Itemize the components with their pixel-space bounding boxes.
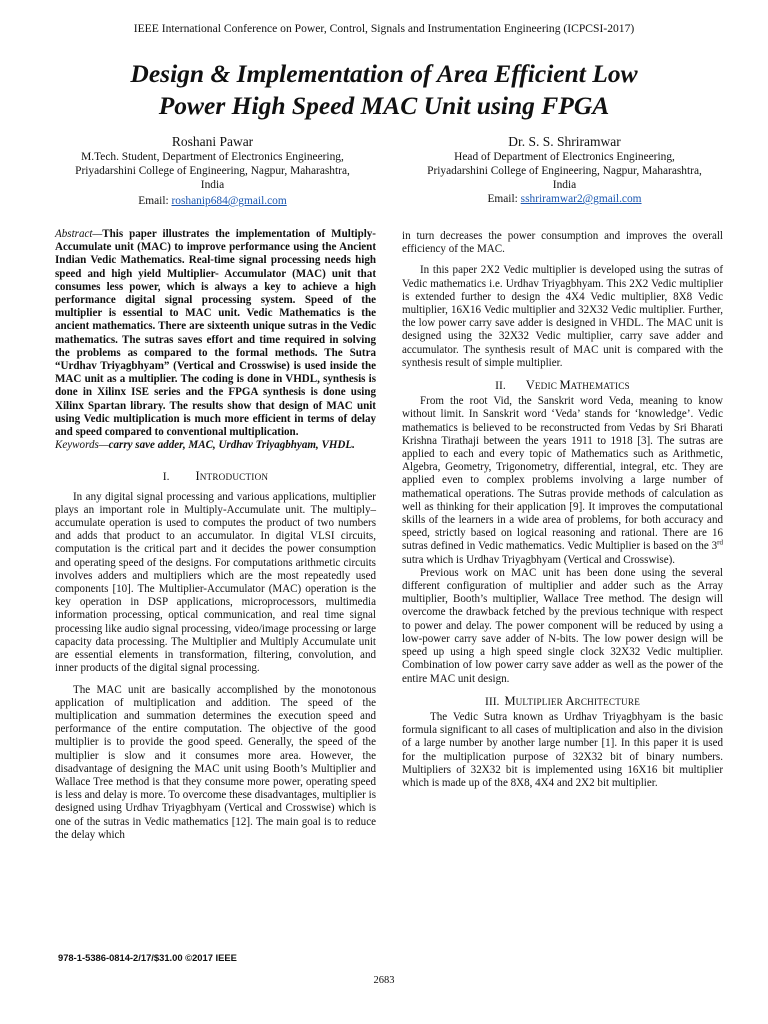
conference-header: IEEE International Conference on Power, Control, Signals and Instrumentation Engineering (ICPCSI-2017) [133, 22, 635, 35]
section-number: II. [495, 379, 506, 393]
copyright-footer: 978-1-5386-0814-2/17/$31.00 ©2017 IEEE [58, 952, 237, 963]
superscript: rd [717, 538, 723, 547]
paragraph: In this paper 2X2 Vedic multiplier is developed using the sutras of Vedic mathematics i.e. Urdhav Triyagbhyam. This 2X2 Vedic multiplier is extended further to design the 4X4 Vedic multiplier, 8X8 Vedic multiplier, 16X16 Vedic multiplier and 32X32 Vedic multiplier. Further, the low power carry save adder is designed in VHDL. The MAC unit is designed using the 32X32 Vedic multiplier, carry save adder and accumulator. The synthesis result of MAC unit is compared with the synthesis result of simple multiplier. [402, 264, 723, 369]
paragraph-text: sutra which is Urdhav Triyagbhyam (Vertical and Crosswise). [402, 553, 676, 566]
section-title-rest: EDIC [534, 381, 560, 392]
title-line-2: Power High Speed MAC Unit using FPGA [158, 91, 610, 120]
author-country: India [200, 179, 225, 191]
author-name: Dr. S. S. Shriramwar [508, 134, 621, 149]
right-column [402, 230, 723, 790]
paragraph-text: From the root Vid, the Sanskrit word Veda, meaning to know without limit. In Sanskrit word ‘Veda’ stands for ‘knowledge’. Vedic mathematics is believed to be reconstructed from Vedas by Sri Bharati Krishna Tirathaji between the years 1911 to 1918 [3]. The sutras are applied to each and every topic of Mathematics such as Arithmetic, Algebra, Geometry, Trigonometry, differential, integral, etc. They are applied even to complex problems involving a large number of mathematical operations. The Sutras provide methods of calculation as well as thinking for their application [9]. It improves the computational skills of the learners in a wide area of problems, for both accuracy and speed, strictly based on logical reasoning and rational. There are 16 sutras defined in Vedic mathematics. Vedic Multiplier is based on the 3 [402, 395, 723, 553]
paper-title [40, 58, 728, 122]
abstract [55, 228, 376, 439]
author-affiliation: M.Tech. Student, Department of Electronics Engineering, [81, 151, 344, 163]
author-email-line [392, 192, 737, 206]
author-email-link[interactable]: sshriramwar2@gmail.com [520, 193, 642, 205]
author-email-link[interactable]: roshanip684@gmail.com [171, 195, 287, 207]
section-heading-introduction [55, 470, 376, 484]
section-number: I. [162, 470, 170, 484]
section-title-rest: RCHITECTURE [574, 696, 641, 707]
keywords-text: carry save adder, MAC, Urdhav Triyagbhyam, VHDL. [108, 439, 355, 452]
section-title-rest: ULTIPLIER [515, 696, 566, 707]
author-country: India [552, 179, 577, 191]
section-initial: V [525, 378, 535, 393]
section-initial: A [565, 693, 575, 708]
email-label: Email: [487, 193, 521, 205]
author-affiliation: Priyadarshini College of Engineering, Nagpur, Maharashtra, [75, 165, 350, 177]
title-line-1: Design & Implementation of Area Efficient Low [130, 59, 638, 88]
keywords [55, 439, 376, 452]
author-affiliation: Priyadarshini College of Engineering, Nagpur, Maharashtra, [427, 165, 702, 177]
section-title-rest: ATHEMATICS [570, 381, 630, 392]
email-label: Email: [138, 195, 172, 207]
author-affiliation: Head of Department of Electronics Engineering, [454, 151, 675, 163]
paragraph: The MAC unit are basically accomplished by the monotonous application of multiplication and addition. The speed of the multiplication and summation determines the execution speed and performance of the entire computation. The objective of the good multiplier is to provide the good speed. Generally, the speed of the multiplier is slow and it consumes more area. However, the disadvantage of designing the MAC unit using Booth’s Multiplier and Wallace Tree method is that they consume more power, operating speed is less and delay is more. To overcome these disadvantages, multiplier is designed using Urdhav Triyagbhyam (Vertical and Crosswise) which is one of the sutras in Vedic mathematics [12]. The main goal is to reduce the delay which [55, 683, 376, 841]
paragraph: In any digital signal processing and various applications, multiplier plays an important role in Multiply-Accumulate unit. The multiply–accumulate operation is used to computes the product of two numbers and adds that product to an accumulator. In digital VLSI circuits, computation is the critical part and it decides the power consumption and operating speed of the designs. For computations arithmetic circuits involves adders and multipliers which are the most repeatedly used components [10]. The Multiplier-Accumulator (MAC) operation is the key operation in DSP applications, microprocessors, multimedia information processing, optical communication, and real time signal processing like audio signal processing, video/image processing or large capacity data processing. The Multiplier and Multiply Accumulate unit are essential elements in transformation, filtering, convolution, and inner products of the digital signal processing. [55, 490, 376, 675]
paragraph-continued: in turn decreases the power consumption and improves the overall efficiency of the MAC. [402, 230, 723, 256]
section-initial: I [195, 469, 200, 484]
author-email-line [40, 194, 385, 208]
paragraph: Previous work on MAC unit has been done using the several different configuration of multiplier and adder such as the Array multiplier, Booth’s multiplier, Wallace Tree method. The design will overcome the drawback fetched by the previous technique with respect to power and delay. The power component will be reduced by using a low-power carry save adder of N-bits. The low power design will be speed up using a high speed single clock 32X32 Vedic multiplier. Combination of low power carry save adder as well as the power of the entire MAC unit design. [402, 566, 723, 685]
section-number: III. [484, 694, 500, 708]
keywords-label: Keywords— [55, 439, 109, 452]
abstract-label: Abstract— [55, 228, 103, 240]
section-initial: M [559, 378, 571, 393]
author-block-2 [392, 134, 737, 206]
left-column [55, 228, 376, 842]
paragraph: The Vedic Sutra known as Urdhav Triyagbhyam is the basic formula significant to all cases of multiplication and also in the division of a large number by another large number [1]. In this paper it is used for the multiplication purpose of 32X32 bit of binary numbers. Multipliers of 32X32 bit is implemented using 16X16 bit multiplier which is made up of the 8X8, 4X4 and 2X2 bit multiplier. [402, 710, 723, 789]
paragraph [402, 395, 723, 567]
author-name: Roshani Pawar [171, 134, 254, 149]
section-initial: M [504, 693, 516, 708]
author-block-1 [40, 134, 385, 208]
abstract-text: This paper illustrates the implementation of Multiply-Accumulate unit (MAC) to improve performance using the Ancient Indian Vedic Mathematics. Real-time signal processing needs high speed and high yield Multiplier- Accumulator (MAC) unit that consumes less power, which is always a key to achieve a high performance digital signal processing system. Speed of the multiplier is essential to MAC unit. Vedic Mathematics is the ancient mathematics. There are sixteenth unique sutras in the Vedic mathematics. The sutras saves effort and time required in solving the problems as compared to the formal methods. The Sutra “Urdhav Triyagbhyam” (Vertical and Crosswise) is used inside the MAC unit as a multiplier. The coding is done in VHDL, synthesis is done in Xilinx ISE series and the FPGA synthesis is done using Xilinx Spartan library. The results show that design of MAC unit using Vedic multiplication is much more efficient in terms of delay and speed compared to conventional multiplication. [55, 228, 376, 439]
page-number: 2683 [373, 975, 395, 986]
section-heading-vedic-mathematics [402, 379, 723, 393]
section-title-rest: NTRODUCTION [199, 472, 269, 483]
section-heading-multiplier-architecture [402, 695, 723, 709]
